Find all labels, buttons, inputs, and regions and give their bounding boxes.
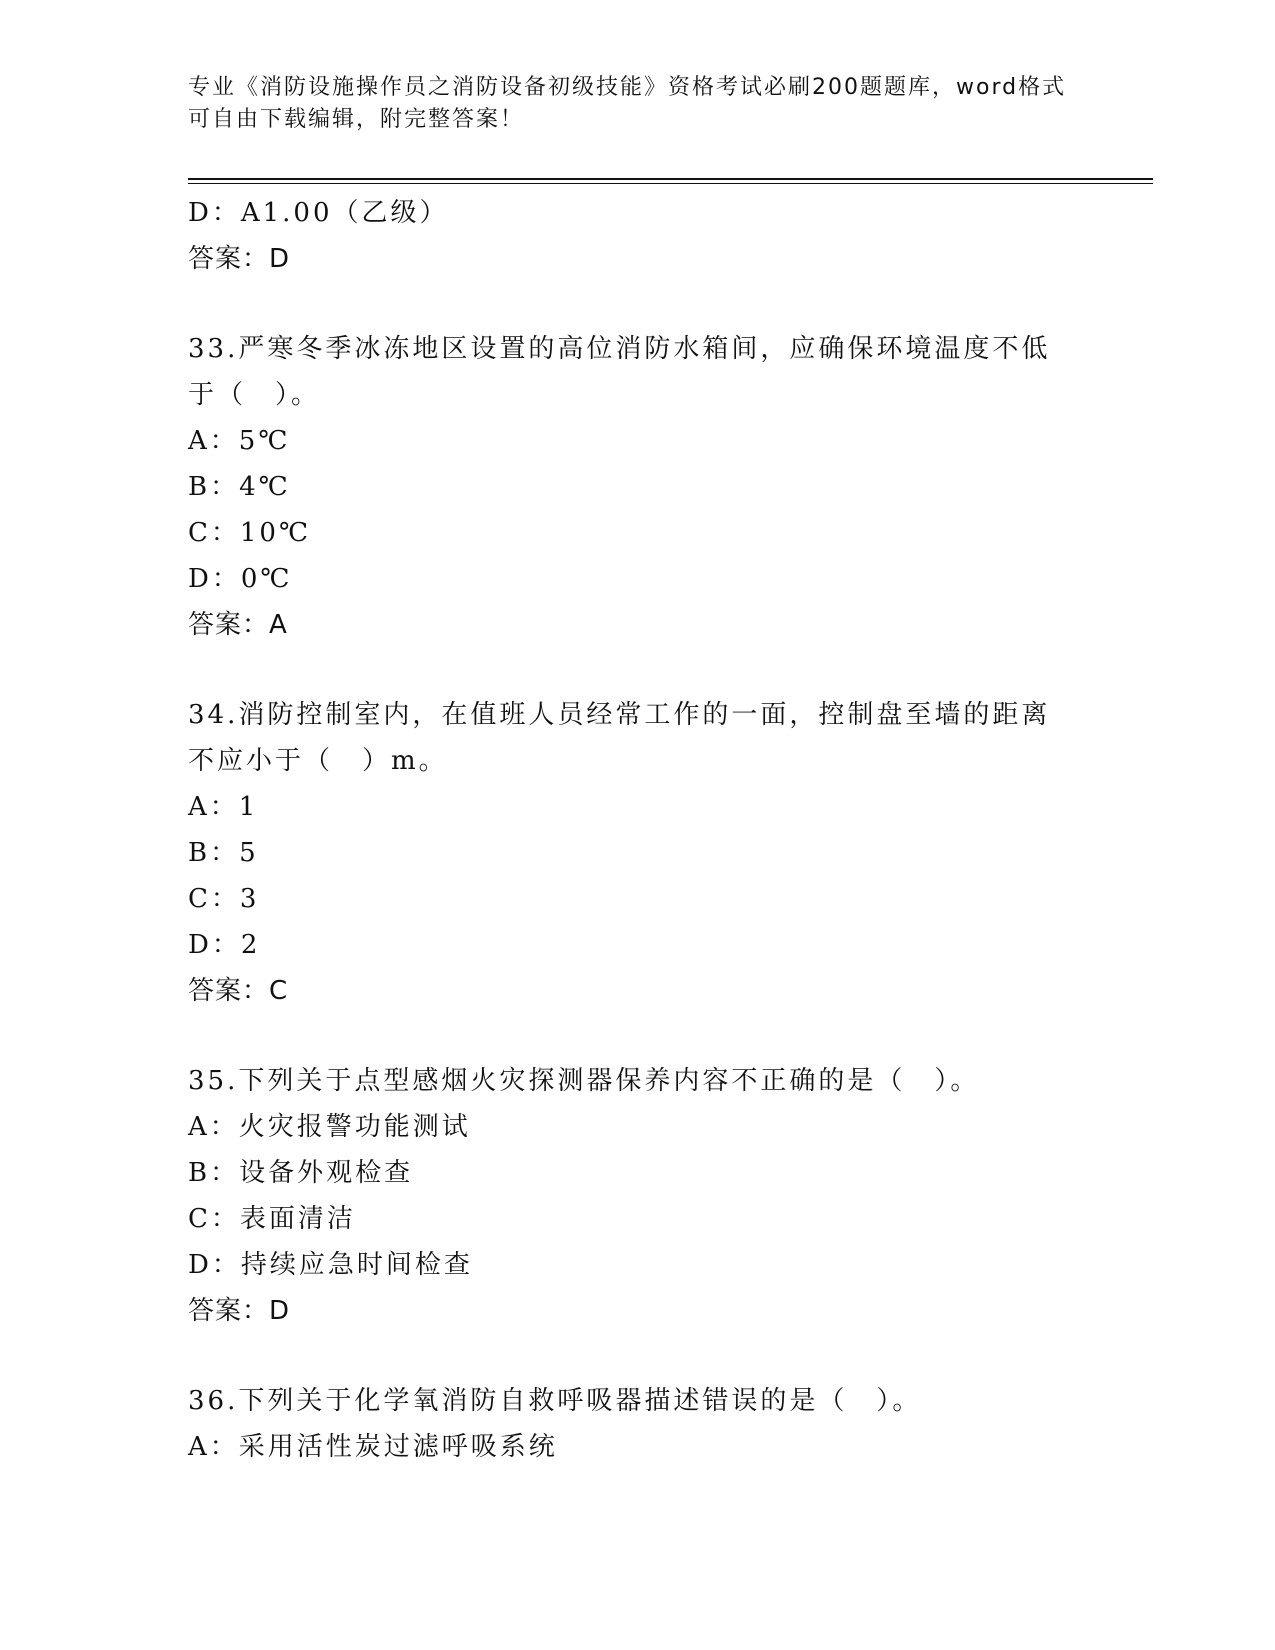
option-d: D：持续应急时间检查 (188, 1250, 473, 1280)
option-c: C：10℃ (188, 518, 312, 548)
option-a: A：5℃ (188, 426, 291, 456)
answer-line: 答案：C (188, 976, 289, 1006)
option-d: D：2 (188, 930, 261, 960)
question-list (188, 190, 1088, 1470)
option-c: C：3 (188, 884, 260, 914)
question-34 (188, 692, 1088, 1014)
header-divider-thin (188, 183, 1153, 184)
option-b: B：5 (188, 838, 259, 868)
option-c: C：表面清洁 (188, 1204, 356, 1234)
option-b: B：设备外观检查 (188, 1158, 414, 1188)
answer-line: 答案：D (188, 1296, 291, 1326)
question-stem: 34.消防控制室内，在值班人员经常工作的一面，控制盘至墙的距离不应小于（ ）m。 (188, 700, 1051, 776)
question-stem: 33.严寒冬季冰冻地区设置的高位消防水箱间，应确保环境温度不低于（ ）。 (188, 334, 1051, 410)
option-d: D：A1.00（乙级） (188, 198, 449, 228)
option-a: A：1 (188, 792, 259, 822)
question-stem: 35.下列关于点型感烟火灾探测器保养内容不正确的是（ ）。 (188, 1066, 980, 1096)
question-36 (188, 1378, 1088, 1470)
question-stem: 36.下列关于化学氧消防自救呼吸器描述错误的是（ ）。 (188, 1386, 922, 1416)
document-header: 专业《消防设施操作员之消防设备初级技能》资格考试必刷200题题库，word格式可自由下载编辑，附完整答案！ (188, 75, 1067, 132)
option-d: D：0℃ (188, 564, 293, 594)
question-33 (188, 326, 1088, 648)
header-divider (188, 178, 1153, 180)
option-a: A：采用活性炭过滤呼吸系统 (188, 1432, 558, 1462)
option-b: B：4℃ (188, 472, 291, 502)
option-a: A：火灾报警功能测试 (188, 1112, 471, 1142)
answer-line: 答案：A (188, 610, 288, 640)
question-35 (188, 1058, 1088, 1334)
answer-line: 答案：D (188, 244, 291, 274)
